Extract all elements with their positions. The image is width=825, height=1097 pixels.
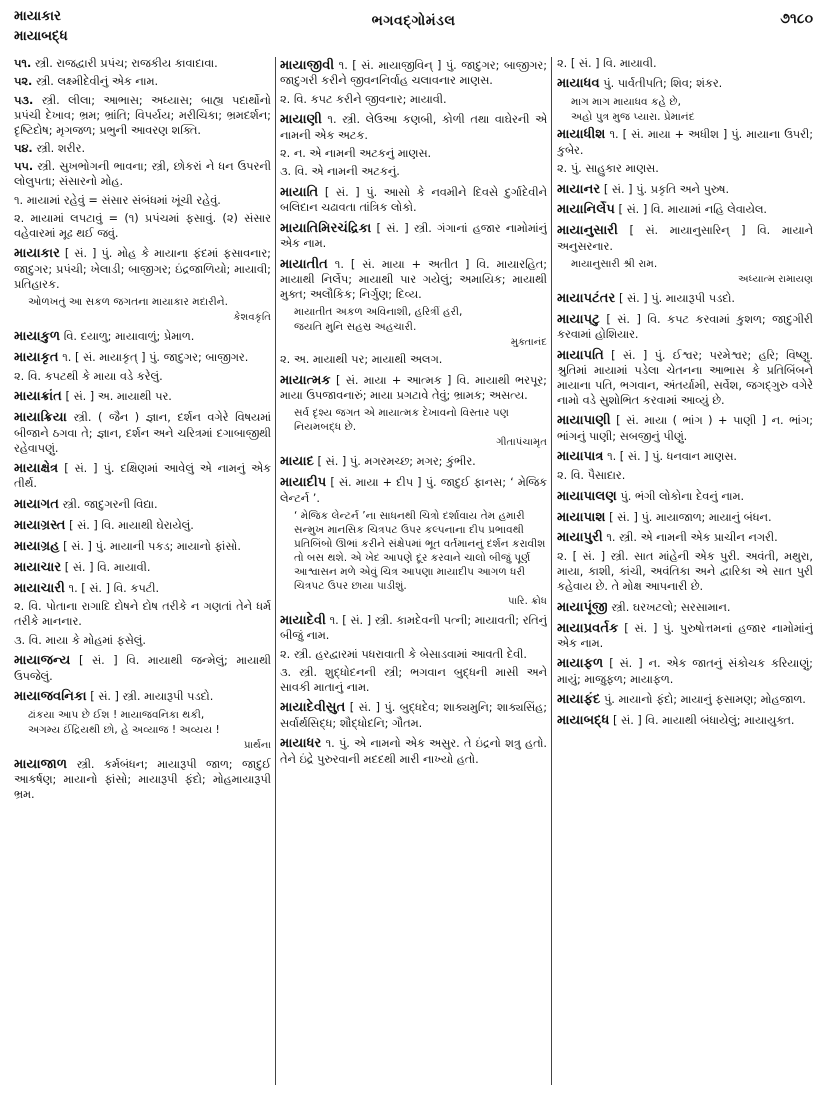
definition: [ સં. ] પું. બુદ્ધદેવ; શાક્યમુનિ; શાક્યસિંહ; સર્વાર્થસિદ્ધ; શૌદ્ધોદનિ; ગૌતમ. [280,701,547,730]
headword: માયાનુસારી [557,223,618,239]
dictionary-entry [14,245,271,292]
sense-number: ૫૫. [14,160,34,174]
quotation: માયાતીત અકળ અવિનાશી, હરિત્રીં હરી, [294,306,463,319]
definition: [ સં. ] વિ. માયાથી જન્મેલું; માયાથી ઉપજેલું. [14,654,271,683]
dictionary-entry [557,712,813,729]
dictionary-entry [557,691,813,708]
headword: માયાનર [557,181,601,197]
definition: સ્ત્રી. કર્મબંધન; માયારૂપી જાળ; જાદુઈ આકર્ષણ; માયાનો ફાંસો; માયારૂપી ફંદો; મોહમાયારૂપી ભ્રમ. [14,757,271,802]
quotation-source: મુક્તાનંદ [510,337,547,349]
dictionary-entry [14,142,271,157]
definition: [ સં. ] વિ. માયાથી બંધાયેલું; માયાયુક્ત. [613,714,795,728]
sub-sense: ૧. માયામાં રહેવું = સંસાર સંબંધમાં ખૂંચી રહેવું. [14,193,221,207]
dictionary-entry [280,612,547,644]
definition: સ્ત્રી. શરીર. [36,142,86,156]
definition: ૧. [ સં. માયા + અધીશ ] પું. માયાના ઉપરી; કુબેર. [557,128,813,157]
headword: માયાતિમિરચંદ્રિકા [280,220,372,236]
dictionary-entry [557,311,813,343]
headword: માયાદેવીસુત [280,700,346,716]
dictionary-entry [14,756,271,803]
definition: સ્ત્રી. સુખભોગની ભાવના; સ્ત્રી, છોકરાં ને ધન ઉપરની લોલુપતા; સંસારનો મોહ. [14,160,271,189]
column-divider [551,57,552,1085]
headword: માયાપાશ [557,509,606,525]
definition: [ સં. ] પું. આસો કે નવમીને દિવસે દુર્ગાદેવીને બલિદાન ચઢાવતા તાંત્રિક લોકો. [280,185,547,215]
definition: [ સં. ] પું. દક્ષિણમાં આવેલું એ નામનું એક તીર્થ. [14,462,271,491]
quotation-source: અધ્યાત્મ રામાયણ [738,274,813,286]
quotation: ‘ મેજિક લેન્ટર્ન ’ના સાધનથી ચિત્રો દર્શાવાય તેમ હમારી સન્મુખ માનસિક ચિત્રપટ ઉપર કલ્પનાના દીપ પ્રભાવથી પ્રતિબિંબો ઊભાં કરીને સંક્ષેપમાં ભૂત વર્તમાનનું દર્શન કરાવીશ તો બસ થશે. એ ખેદ આપણે દૂર કરવાને ચાલો બીજું પૂર્ણ આશ્વાસન મળે એવું ચિત્ર આપણા માયાદીપ આગળ ધરી ચિત્રપટ ઉપર છાયા પાડીશું. [294,510,546,592]
quotation: અગમ્ય ઈંદ્રિયથી છો, હે અવ્યાજ ! અવ્યય ! [28,723,220,736]
quotation-source: કેશવકૃતિ [233,312,271,324]
headword: માયાત્મક [280,372,331,388]
dictionary-entry [557,290,813,307]
column-middle [280,57,547,1091]
dictionary-entry [280,453,547,470]
definition: [ સં. માયાનુસારિન્ ] વિ. માયાને અનુસરનાર. [557,224,813,253]
headword: માયાચારી [14,580,65,596]
page-header [14,8,813,52]
headword: માયાપાલણ [557,488,617,504]
sub-sense: ૨. અ. માયાથી પર; માયાથી અલગ. [280,353,443,367]
headword: માયાપાત્ર [557,449,604,465]
headword: માયાગ્રસ્ત [14,517,66,533]
definition: પું. પાર્વતીપતિ; શિવ; શંકર. [603,77,723,91]
definition: ૧. [ સં. માયાજીવિન્ ] પું. જાદુગર; બાજીગર; જાદુગરી કરીને જીવનનિર્વાહ ચલાવનાર માણસ. [280,59,547,88]
dictionary-entry [557,509,813,526]
headword: માયાધર [280,736,322,752]
definition: [ સં. ] વિ. કપટ કરવામાં કુશળ; જાદુગીરી કરવામાં હોશિયાર. [557,313,813,342]
headword: માયાદ [280,454,314,470]
headword: માયાણી [280,112,322,128]
headword: માયાપટંતર [557,291,616,307]
definition: ૧. [ સં. ] પું. ધનવાન માણસ. [607,450,737,464]
headword: માયાફંદ [557,692,601,708]
column-right [557,57,813,1091]
headword: માયાનિર્લેપ [557,202,615,218]
dictionary-entry [280,372,547,404]
headword: માયાપાણી [557,413,611,429]
definition: ૧. [ સં. માયા + અતીત ] વિ. માયારહિત; માયાથી નિર્લેપ; માયાથી પાર ગયેલું; અમાયિક; માયાથી મુક્ત; અલૌકિક; નિર્ગુણ; દિવ્ય. [280,257,547,301]
headword: માયાતીત [280,256,328,272]
definition: સ્ત્રી. લીલા; આભાસ; અધ્યાસ; બાહ્ય પદાર્થોનો પ્રપંચી દેખાવ; ભ્રમ; ભ્રાંતિ; વિપર્યય; મરીચિકા; ભ્રમદર્શન; દૃષ્ટિદોષ; મૃગજળ; પ્રભુની આવરણ શક્તિ. [14,93,271,137]
dictionary-entry [14,349,271,366]
definition: [ સં. ] સ્ત્રી. માયારૂપી પડદો. [90,690,214,704]
definition: ૧. [ સં. ] વિ. કપટી. [68,581,160,595]
dictionary-entry [14,388,271,405]
quotation: અહો પુત્ર મુજ પ્યારા. પ્રેમાનંદ [571,111,695,124]
definition: ૧. [ સં. ] સ્ત્રી. કામદેવની પત્ની; માયાવતી; રતિનું બીજું નામ. [280,613,547,643]
definition: [ સં. માયા ( ભાંગ ) + પાણી ] ન. ભાંગ; ભાંગનું પાણી; સબજીનું પીણું. [557,414,813,443]
definition: [ સં. ] પું. પ્રકૃતિ અને પુરુષ. [603,182,730,196]
dictionary-entry [557,412,813,444]
dictionary-entry [557,222,813,254]
sense-number: ૫૨. [14,75,33,89]
sub-sense: ૨. ન. એ નામની અટકનું માણસ. [280,147,432,161]
definition: સ્ત્રી. ઘરખટલો; સરસામાન. [611,600,731,614]
sub-sense: ૨. [ સં. ] સ્ત્રી. સાત માંહેની એક પુરી. અવંતી, મથુરા, માયા, કાશી, કાંચી, અવંતિકા અને દ્વારિકા એ સાત પુરી કહેવાય છે. તે મોક્ષ આપનારી છે. [557,550,813,594]
definition: [ સં. ] સ્ત્રી. ગંગાનાં હજાર નામોમાંનું એક નામ. [280,221,547,251]
dictionary-entry [280,184,547,216]
headword: માયાજાળ [14,756,68,772]
sub-sense: ૨. પું. સાહુકાર માણસ. [557,162,659,176]
definition: સ્ત્રી. જાદુગરની વિદ્યા. [62,497,158,511]
dictionary-entry [280,256,547,303]
headword: માયાબદ્ધ [557,713,610,729]
sub-sense: ૨. વિ. કપટથી કે માયા વડે કરેલું. [14,369,163,383]
headword: માયાદીપ [280,475,327,491]
headword: માયાપૂંજી [557,599,608,615]
headword: માયાકૃત [14,350,59,366]
dictionary-entry [14,160,271,190]
sub-sense: ૩. વિ. માયા કે મોહમાં ફસેલું. [14,633,146,647]
headword: માયાપુરી [557,530,603,546]
dictionary-entry [557,620,813,652]
definition: ૧. પું. એ નામનો એક અસુર. તે ઇંદ્રનો શત્રુ હતો. તેને ઇંદ્રે પુરુરવાની મદદથી મારી નાખ્યો હતો. [280,737,547,766]
quotation: ઓળખતું આ સકળ જગતના માયાકાર મદારીને. [28,296,229,309]
dictionary-entry [14,328,271,345]
dictionary-entry [14,517,271,534]
dictionary-entry [14,409,271,456]
header-last-word: માયાબદ્ધ [14,28,68,44]
definition: [ સં. ] અ. માયાથી પર. [65,390,172,404]
headword: માયાપ્રવર્તક [557,620,619,636]
sub-sense: ૨. સ્ત્રી. હરદ્વારમાં પધરાવાતી કે બેસાડવામાં આવતી દેવી. [280,647,527,661]
page-number: ૭૧૮૦ [780,11,813,27]
headword: માયાફળ [557,656,604,672]
sub-sense: ૨. વિ. પોતાના રાગાદિ દોષને દોષ તરીકે ન ગણતાં તેને ધર્મ તરીકે માનનાર. [14,600,271,629]
headword: માયાક્રાંત [14,389,62,405]
dictionary-entry [557,126,813,158]
definition: [ સં. ] વિ. માયાવી. [64,560,151,574]
dictionary-entry [557,655,813,687]
column-left [14,57,271,1091]
headword: માયાજન્ય [14,653,71,669]
dictionary-entry [280,699,547,731]
definition: [ સં. ] પું. માયાની પકડ; માયાનો ફાંસો. [63,539,241,553]
definition: [ સં. ] વિ. માયાથી ઘેરાયેલું. [69,518,194,532]
dictionary-entry [14,580,271,597]
dictionary-entry [557,529,813,546]
sub-sense: ૨. વિ. પૈસાદાર. [557,469,626,483]
headword: માયાતિ [280,184,319,200]
headword: માયાપટુ [557,312,600,328]
quotation: માયાનુસારી શ્રી રામ. [571,258,658,271]
headword: માયાજવનિકા [14,689,87,705]
headword: માયાગ્રહ [14,538,60,554]
definition: [ સં. ] પું. ઈશ્વર; પરમેશ્વર; હરિ; વિષ્ણુ. શ્રુતિમાં માયામાં પડેલા ચેતનના આભાસ કે પ્રતિબિંબને માયાના પતિ, ભગવાન, અંતર્યામી, સર્વેશ, જગદ્ગુરુ વગેરે નામો વડે સુશોભિત કરવામાં આવ્યું છે. [557,348,813,408]
sense-number: ૫૧. [14,57,32,70]
definition: ૧. સ્ત્રી. લેઉઆ કણબી, કોળી તથા વાઘેરની એ નામની એક અટક. [280,113,547,142]
dictionary-entry [14,460,271,492]
definition: [ સં. ] પું. મોહ કે માયાના ફંદમાં ફસાવનાર; જાદુગર; પ્રપંચી; ખેલાડી; બાજીગર; ઇંદ્રજાળિયો; માયાવી; પ્રતિહારક. [14,247,271,291]
dictionary-entry [557,181,813,198]
dictionary-entry [14,538,271,555]
quotation: ઢાંકયા આપ છે ઈશ ! માયાજવનિકા થકી, [28,708,205,721]
sub-sense: ૩. વિ. એ નામની અટકનું. [280,165,400,179]
headword: માયાધવ [557,76,600,92]
definition: ૧. [ સં. માયાકૃત્ ] પું. જાદુગર; બાજીગર. [62,351,249,365]
dictionary-entry [557,448,813,465]
sub-sense: ૨. માયામાં લપટાવું = (૧) પ્રપંચમાં ફસાવું. (૨) સંસાર વહેવારમાં મૂઢ થઈ જવું. [14,212,271,241]
column-divider [275,57,276,1085]
sub-sense: ૨. વિ. કપટ કરીને જીવનાર; માયાવી. [280,92,447,106]
dictionary-entry [557,488,813,505]
headword: માયાક્રિયા [14,410,67,426]
sense-number: ૫૪. [14,142,33,156]
dictionary-entry [280,220,547,252]
headword: માયાજીવી [280,58,335,73]
dictionary-entry [557,75,813,92]
definition: [ સં. ] પું. માયારૂપી પડદો. [618,292,736,306]
definition: [ સં. માયા + આત્મક ] વિ. માયાથી ભરપૂર; માયા ઉપજાવનારું; માયા પ્રગટાવે તેવું; ભ્રામક; અસત્ય. [280,373,547,402]
dictionary-entry [280,735,547,767]
sub-sense: ૨. [ સં. ] વિ. માયાવી. [557,57,657,70]
headword: માયાક્ષેત્ર [14,461,59,477]
dictionary-entry [14,496,271,513]
dictionary-entry [14,559,271,576]
definition: [ સં. ] વિ. માયામાં નહિ લેવાયેલ. [618,203,768,217]
definition: [ સં. ] ન. એક જાતનું સંકોચક કરિયાણું; માયું; માજુફળ; માયાફળ. [557,657,813,686]
definition: પું. માયાનો ફંદો; માયાનું ફસામણ; મોહજાળ. [603,693,806,707]
headword: માયાચાર [14,559,62,575]
definition: સ્ત્રી. લક્ષ્મીદેવીનું એક નામ. [35,75,159,89]
dictionary-entry [280,474,547,506]
dictionary-entry [557,201,813,218]
header-first-word: માયાકાર [14,8,62,24]
quotation: માગ માગ માયાધવ કહે છે, [571,96,681,109]
dictionary-entry [14,688,271,705]
dictionary-entry [280,111,547,143]
definition: [ સં. ] પું. માયાજાળ; માયાનું બંધન. [609,510,772,524]
headword: માયાગત [14,496,59,512]
definition: સ્ત્રી. ( જૈન ) જ્ઞાન, દર્શન વગેરે વિષયમાં બીજાને ઠગવા તે; જ્ઞાન, દર્શન અને ચરિત્રમાં દગાબાજીથી રહેવાપણું. [14,411,271,455]
quotation-source: પારિ. ક્રોધ [507,595,547,607]
dictionary-entry [557,599,813,616]
sub-sense: ૩. સ્ત્રી. શુદ્ધોદનની સ્ત્રી; ભગવાન બુદ્ધની માસી અને સાવકી માતાનું નામ. [280,666,547,694]
quotation-source: પ્રાર્થના [243,739,271,751]
definition: ૧. સ્ત્રી. એ નામની એક પ્રાચીન નગરી. [606,531,778,545]
dictionary-entry [14,94,271,139]
dictionary-entry [557,347,813,409]
page-title: ભગવદ્ગોમંડલ [371,13,456,29]
definition: [ સં. ] પું. પુરુષોત્તમનાં હજાર નામોમાંનું એક નામ. [557,621,813,650]
definition: [ સં. માયા + દીપ ] પું. જાદુઈ ફાનસ; ‘ મેજિક લેન્ટર્ન ’. [280,476,547,505]
headword: માયાપતિ [557,347,604,363]
quotation: સર્વ દૃશ્ય જગત એ માયાત્મક દેખાવનો વિસ્તાર પણ નિયમબદ્ધ છે. [294,407,510,434]
definition: [ સં. ] પું. મગરમચ્છ; મગર; કુંભીર. [317,455,476,469]
headword: માયાકાર [14,246,60,262]
dictionary-entry [14,652,271,684]
headword: માયાધીશ [557,127,606,143]
headword: માયાકુળ [14,329,61,345]
definition: સ્ત્રી. રાજદ્વારી પ્રપંચ; રાજકીય કાવાદાવા. [34,57,218,70]
dictionary-entry [14,57,271,72]
sense-number: ૫૩. [14,93,34,107]
definition: વિ. દયાળુ; માયાવાળું; પ્રેમાળ. [63,330,195,344]
definition: પું. ભંગી લોકોના દેવનું નામ. [620,489,745,503]
headword: માયાદેવી [280,612,326,628]
dictionary-entry [14,75,271,90]
dictionary-entry [280,57,547,89]
quotation-source: ગીતાપંચામૃત [496,437,547,449]
quotation: જયતિ મુનિ સહસ્ર અહચારી. [294,321,417,334]
